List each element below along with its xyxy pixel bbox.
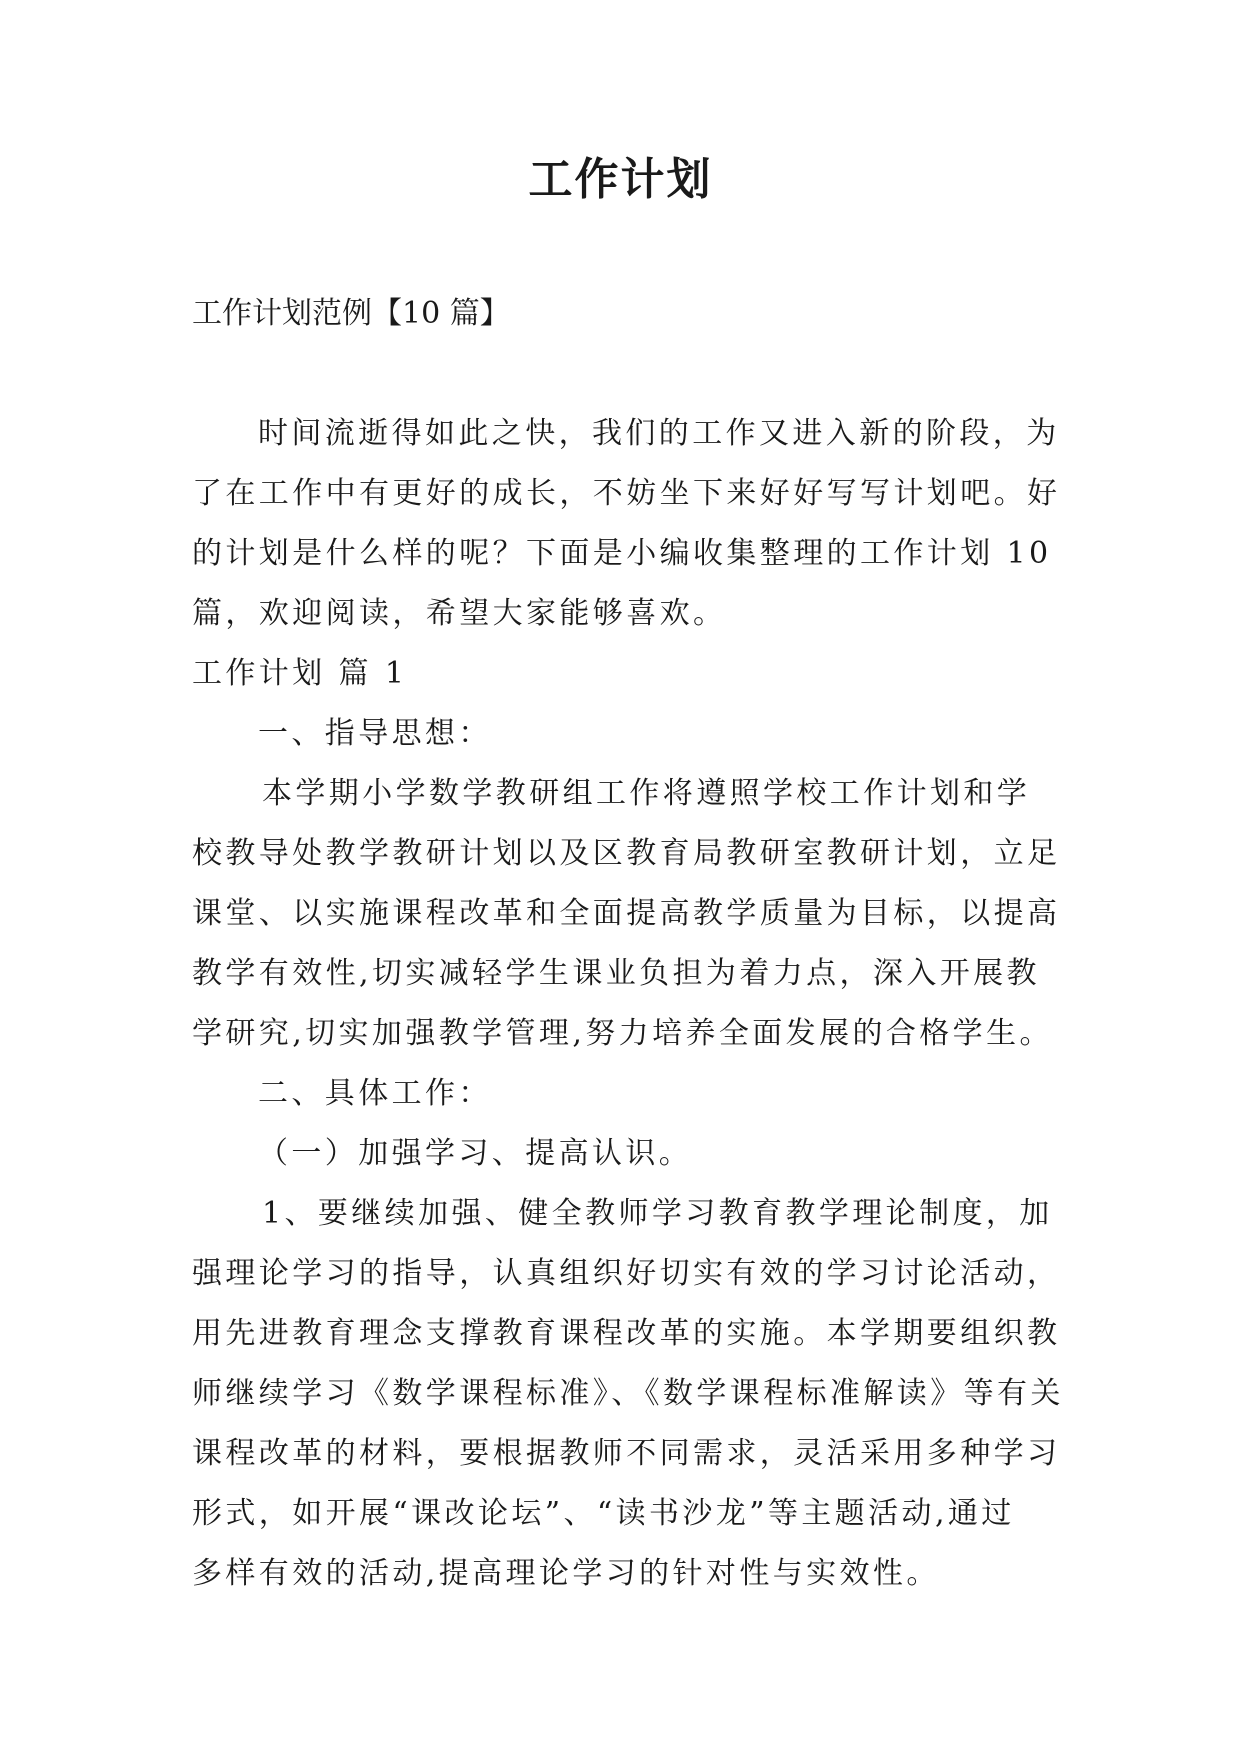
text-line: 一、指导思想： [258, 716, 492, 751]
text-line: 时间流逝得如此之快，我们的工作又进入新的阶段，为 [258, 416, 1060, 451]
text-line: 用先进教育理念支撑教育课程改革的实施。本学期要组织教 [192, 1316, 1061, 1351]
text-line: 强理论学习的指导，认真组织好切实有效的学习讨论活动， [192, 1256, 1061, 1291]
text-line: 校教导处教学教研计划以及区教育局教研室教研计划，立足 [192, 836, 1061, 871]
text-line: 教学有效性,切实减轻学生课业负担为着力点，深入开展教 [192, 956, 1040, 991]
document-subtitle: 工作计划范例【10 篇】 [192, 296, 510, 331]
text-line: （一）加强学习、提高认识。 [258, 1136, 693, 1171]
page-title: 工作计划 [528, 154, 713, 205]
text-line: 课堂、以实施课程改革和全面提高教学质量为目标，以提高 [192, 896, 1061, 931]
text-line: 学研究,切实加强教学管理,努力培养全面发展的合格学生。 [192, 1016, 1053, 1051]
text-line: 篇，欢迎阅读，希望大家能够喜欢。 [192, 596, 727, 631]
text-line: 了在工作中有更好的成长，不妨坐下来好好写写计划吧。好 [192, 476, 1061, 511]
text-line: 多样有效的活动,提高理论学习的针对性与实效性。 [192, 1556, 940, 1591]
text-line: 师继续学习《数学课程标准》、《数学课程标准解读》等有关 [192, 1376, 1064, 1411]
document-body [192, 404, 1064, 1604]
text-line: 本学期小学数学教研组工作将遵照学校工作计划和学 [262, 776, 1031, 811]
text-line: 1、要继续加强、健全教师学习教育教学理论制度，加 [262, 1196, 1053, 1231]
section-heading: 工作计划 篇 1 [192, 656, 408, 691]
text-line: 的计划是什么样的呢？下面是小编收集整理的工作计划 10 [192, 536, 1052, 571]
text-line: 形式，如开展“课改论坛”、“读书沙龙”等主题活动,通过 [192, 1496, 1015, 1531]
text-line: 二、具体工作： [258, 1076, 492, 1111]
text-line: 课程改革的材料，要根据教师不同需求，灵活采用多种学习 [192, 1436, 1061, 1471]
